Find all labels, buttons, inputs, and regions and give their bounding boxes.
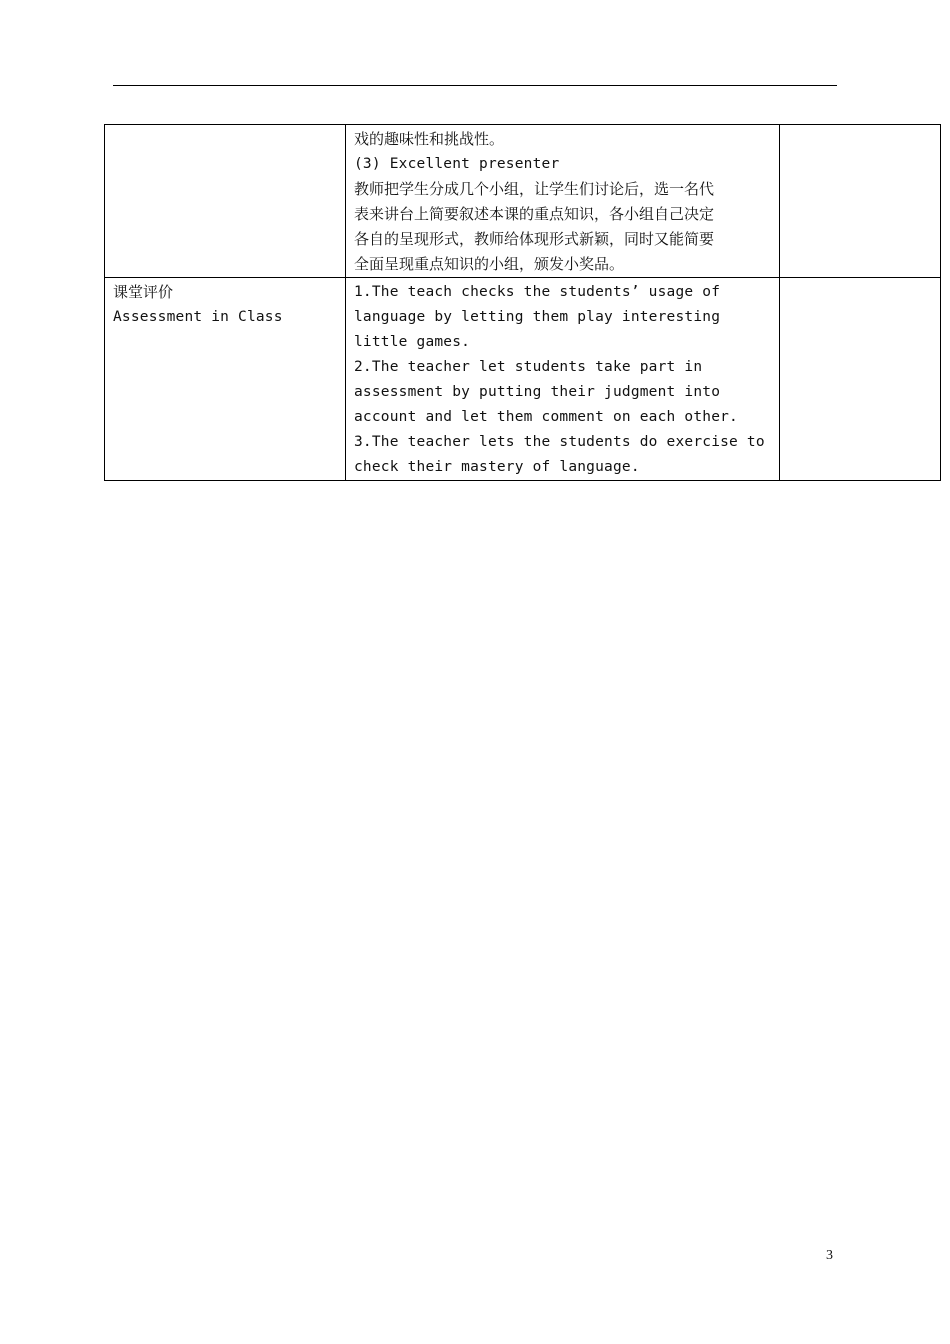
table-row-continuation (105, 125, 941, 278)
table-row-assessment (105, 278, 941, 481)
continuation-notes-cell (780, 125, 941, 278)
assessment-label-en: Assessment in Class (113, 309, 283, 325)
assessment-line: account and let them comment on each other. (354, 409, 738, 425)
assessment-line: check their mastery of language. (354, 459, 640, 475)
content-line: 表来讲台上简要叙述本课的重点知识，各小组自己决定 (354, 205, 715, 223)
content-line: 戏的趣味性和挑战性。 (354, 130, 505, 148)
content-line: 全面呈现重点知识的小组，颁发小奖品。 (354, 255, 625, 273)
header-rule (113, 85, 837, 86)
assessment-content-cell (346, 278, 780, 481)
page-number: 3 (826, 1248, 833, 1263)
lesson-plan-table (104, 124, 941, 481)
continuation-label-cell (105, 125, 346, 278)
content-line: 各自的呈现形式，教师给体现形式新颖，同时又能简要 (354, 230, 715, 248)
assessment-label-cell (105, 278, 346, 481)
assessment-line: 1.The teach checks the students’ usage of (354, 284, 721, 300)
assessment-line: language by letting them play interesting (354, 309, 721, 325)
assessment-label-cn: 课堂评价 (113, 283, 174, 301)
assessment-line: 2.The teacher let students take part in (354, 359, 703, 375)
assessment-line: assessment by putting their judgment into (354, 384, 721, 400)
assessment-line: little games. (354, 334, 471, 350)
assessment-line: 3.The teacher lets the students do exercise to (354, 434, 765, 450)
content-line: 教师把学生分成几个小组，让学生们讨论后，选一名代 (354, 180, 715, 198)
content-line: (3) Excellent presenter (354, 156, 560, 172)
assessment-notes-cell (780, 278, 941, 481)
continuation-content-cell (346, 125, 780, 278)
